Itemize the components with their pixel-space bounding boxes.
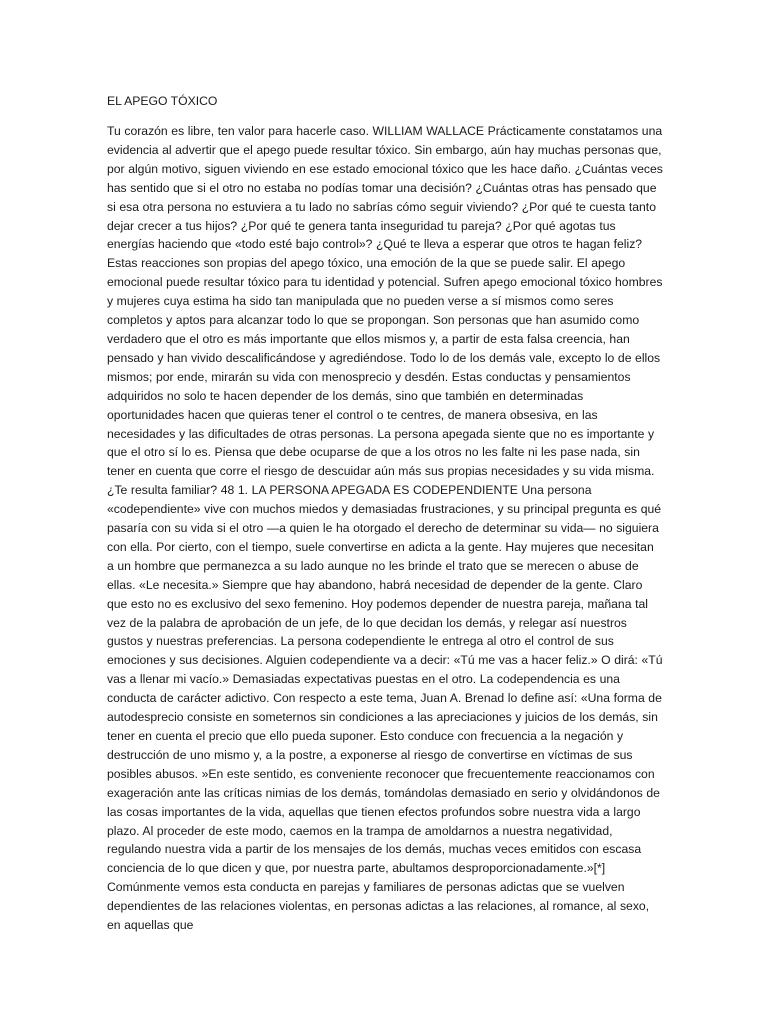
document-body: Tu corazón es libre, ten valor para hacerle caso. WILLIAM WALLACE Prácticamente constatamos una evidencia al advertir que el apego puede resultar tóxico. Sin embargo, aún hay muchas personas que, por algún motivo, siguen viviendo en ese estado emocional tóxico que les hace daño. ¿Cuántas veces has sentido que si el otro no estaba no podías tomar una decisión? ¿Cuántas otras has pensado que si esa otra persona no estuviera a tu lado no sabrías cómo seguir viviendo? ¿Por qué te cuesta tanto dejar crecer a tus hijos? ¿Por qué te genera tanta inseguridad tu pareja? ¿Por qué agotas tus energías haciendo que «todo esté bajo control»? ¿Qué te lleva a esperar que otros te hagan feliz? Estas reacciones son propias del apego tóxico, una emoción de la que se puede salir. El apego emocional puede resultar tóxico para tu identidad y potencial. Sufren apego emocional tóxico hombres y mujeres cuya estima ha sido tan manipulada que no pueden verse a sí mismos como seres completos y aptos para alcanzar todo lo que se propongan. Son personas que han asumido como verdadero que el otro es más importante que ellos mismos y, a partir de esta falsa creencia, han pensado y han vivido descalificándose y agrediéndose. Todo lo de los demás vale, excepto lo de ellos mismos; por ende, mirarán su vida con menosprecio y desdén. Estas conductas y pensamientos adquiridos no solo te hacen depender de los demás, sino que también en determinadas oportunidades hacen que quieras tener el control o te centres, de manera obsesiva, en las necesidades y las dificultades de otras personas. La persona apegada siente que no es importante y que el otro sí lo es. Piensa que debe ocuparse de que a los otros no les falte ni les pase nada, sin tener en cuenta que corre el riesgo de descuidar aún más sus propias necesidades y su vida misma. ¿Te resulta familiar? 48 1. LA PERSONA APEGADA ES CODEPENDIENTE Una persona «codependiente» vive con muchos miedos y demasiadas frustraciones, y su principal pregunta es qué pasaría con su vida si el otro —a quien le ha otorgado el derecho de determinar su vida— no siguiera con ella. Por cierto, con el tiempo, suele convertirse en adicta a la gente. Hay mujeres que necesitan a un hombre que permanezca a su lado aunque no les brinde el trato que se merecen o abuse de ellas. «Le necesita.» Siempre que hay abandono, habrá necesidad de depender de la gente. Claro que esto no es exclusivo del sexo femenino. Hoy podemos depender de nuestra pareja, mañana tal vez de la palabra de aprobación de un jefe, de lo que decidan los demás, y relegar así nuestros gustos y nuestras preferencias. La persona codependiente le entrega al otro el control de sus emociones y sus decisiones. Alguien codependiente va a decir: «Tú me vas a hacer feliz.» O dirá: «Tú vas a llenar mi vacío.» Demasiadas expectativas puestas en el otro. La codependencia es una conducta de carácter adictivo. Con respecto a este tema, Juan A. Brenad lo define así: «Una forma de autodesprecio consiste en someternos sin condiciones a las apreciaciones y juicios de los demás, sin tener en cuenta el precio que ello pueda suponer. Esto conduce con frecuencia a la negación y destrucción de uno mismo y, a la postre, a exponerse al riesgo de convertirse en víctimas de sus posibles abusos. »En este sentido, es conveniente reconocer que frecuentemente reaccionamos con exageración ante las críticas nimias de los demás, tomándolas demasiado en serio y olvidándonos de las cosas importantes de la vida, aquellas que tienen efectos profundos sobre nuestra vida a largo plazo. Al proceder de este modo, caemos en la trampa de amoldarnos a nuestra negatividad, regulando nuestra vida a partir de los mensajes de los demás, muchas veces emitidos con escasa conciencia de lo que dicen y que, por nuestra parte, abultamos desproporcionadamente.»[*] Comúnmente vemos esta conducta en parejas y familiares de personas adictas que se vuelven dependientes de las relaciones violentas, en personas adictas a las relaciones, al romance, al sexo, en aquellas que [107, 124, 663, 933]
document-page [107, 92, 663, 935]
document-title: EL APEGO TÓXICO [107, 94, 218, 108]
